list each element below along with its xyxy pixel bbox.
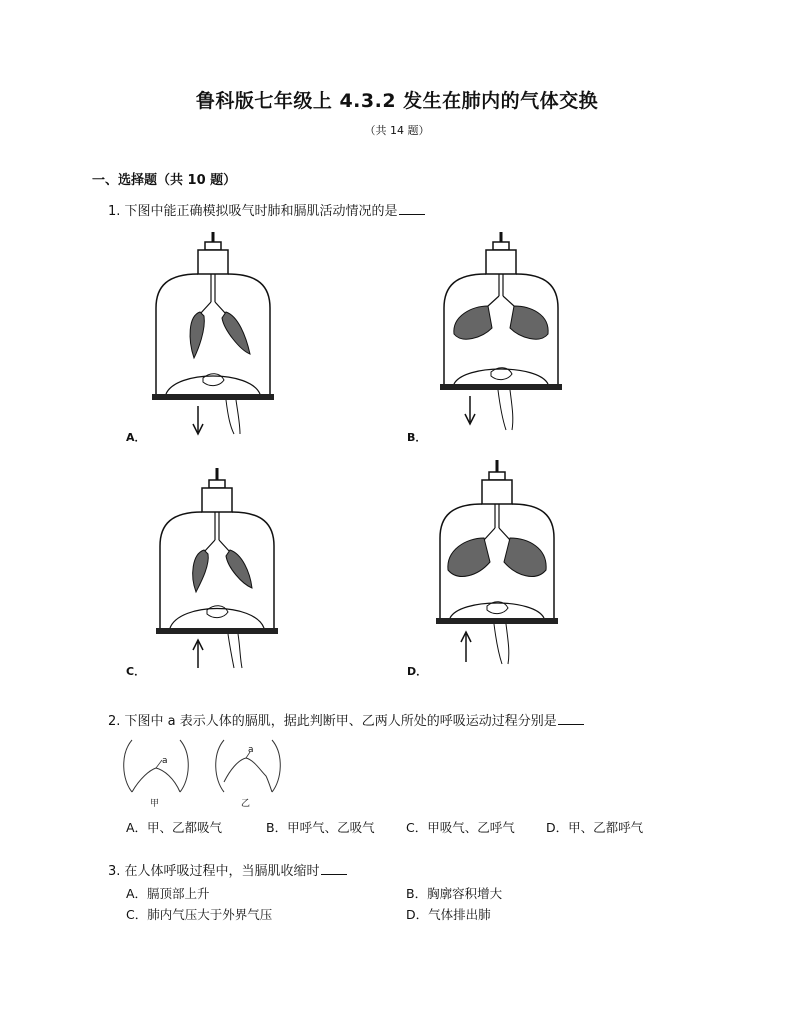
bell-jar-figure-a — [148, 230, 278, 440]
bell-jar-figure-c — [152, 464, 282, 674]
q2-option-c[interactable]: C．甲吸气、乙呼气 — [406, 820, 515, 835]
label-a-yi: a — [248, 745, 254, 755]
answer-blank — [399, 202, 425, 215]
page-subtitle: （共 14 题） — [364, 124, 430, 137]
answer-blank — [321, 862, 347, 875]
label-yi: 乙 — [241, 799, 251, 809]
q3-option-c[interactable]: C．肺内气压大于外界气压 — [126, 907, 273, 922]
bell-jar-figure-d — [432, 458, 562, 672]
q1-option-b[interactable]: B． — [407, 431, 427, 444]
question-1 — [108, 200, 425, 219]
q2-option-d[interactable]: D．甲、乙都呼气 — [546, 820, 644, 835]
page-title: 鲁科版七年级上 4.3.2 发生在肺内的气体交换 — [195, 90, 599, 112]
q1-option-c[interactable]: C． — [126, 665, 146, 678]
q3-option-a[interactable]: A．膈顶部上升 — [126, 886, 210, 901]
q3-option-b[interactable]: B．胸廓容积增大 — [406, 886, 503, 901]
section-heading: 一、选择题（共 10 题） — [92, 173, 237, 188]
answer-blank — [558, 712, 584, 725]
q3-option-d[interactable]: D．气体排出肺 — [406, 907, 491, 922]
question-2-text: 2. 下图中 a 表示人体的膈肌，据此判断甲、乙两人所处的呼吸运动过程分别是 — [108, 714, 557, 729]
q1-option-a[interactable]: A． — [126, 431, 146, 444]
label-jia: 甲 — [150, 799, 160, 809]
q2-option-a[interactable]: A．甲、乙都吸气 — [126, 820, 223, 835]
q1-option-d[interactable]: D． — [407, 665, 428, 678]
question-3 — [108, 860, 347, 879]
question-3-text: 3. 在人体呼吸过程中，当膈肌收缩时 — [108, 864, 320, 879]
question-1-text: 1. 下图中能正确模拟吸气时肺和膈肌活动情况的是 — [108, 204, 398, 219]
question-2 — [108, 710, 584, 729]
q2-option-b[interactable]: B．甲呼气、乙吸气 — [266, 820, 375, 835]
bell-jar-figure-b — [436, 230, 566, 440]
label-a-jia: a — [162, 756, 168, 766]
